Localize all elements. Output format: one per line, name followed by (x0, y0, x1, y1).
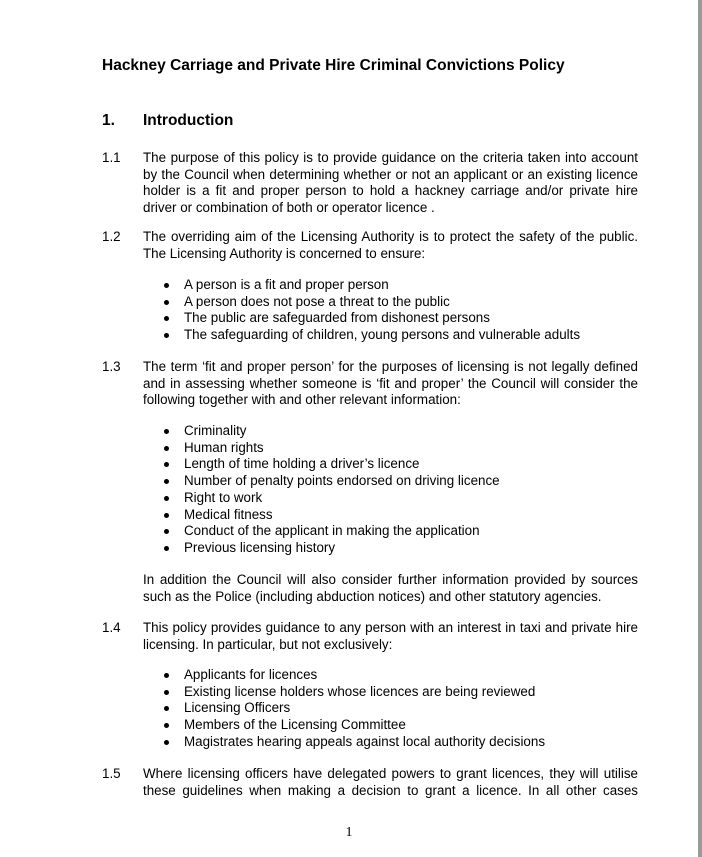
page-edge-divider (698, 0, 702, 857)
bullet-item: Conduct of the applicant in making the application (143, 523, 638, 540)
paragraph-followup: In addition the Council will also consider further information provided by sources such as the Police (including abduction notices) and other statutory agencies. (143, 572, 638, 604)
section-number: 1. (102, 112, 115, 129)
paragraph-text: The overriding aim of the Licensing Authority is to protect the safety of the public. The Licensing Authority is concerned to ensure: (143, 229, 638, 261)
bullet-list (143, 423, 638, 557)
bullet-list (143, 667, 638, 751)
bullet-item: Medical fitness (143, 507, 638, 524)
bullet-item: Criminality (143, 423, 638, 440)
paragraph-number: 1.1 (102, 150, 121, 165)
paragraph-number: 1.3 (102, 359, 121, 374)
bullet-item: The safeguarding of children, young persons and vulnerable adults (143, 327, 638, 344)
bullet-list (143, 277, 638, 344)
bullet-item: A person is a fit and proper person (143, 277, 638, 294)
bullet-item: Previous licensing history (143, 540, 638, 557)
paragraph-text: This policy provides guidance to any person with an interest in taxi and private hire licensing. In particular, but not exclusively: (143, 620, 638, 652)
bullet-item: Licensing Officers (143, 700, 638, 717)
section-title: Introduction (143, 112, 234, 129)
paragraph-number: 1.5 (102, 766, 121, 781)
bullet-item: Number of penalty points endorsed on driving licence (143, 473, 638, 490)
bullet-item: Existing license holders whose licences are being reviewed (143, 684, 638, 701)
paragraph-number: 1.2 (102, 229, 121, 244)
bullet-item: Members of the Licensing Committee (143, 717, 638, 734)
bullet-item: Magistrates hearing appeals against local authority decisions (143, 734, 638, 751)
paragraph-text: The term ‘fit and proper person’ for the purposes of licensing is not legally defined and in assessing whether someone is ‘fit and proper’ the Council will consider the following together with and other relevant information: (143, 359, 638, 408)
page-number: 1 (345, 825, 353, 840)
paragraph-text: Where licensing officers have delegated powers to grant licences, they will utilise these guidelines when making a decision to grant a licence. In all other cases (143, 766, 638, 798)
bullet-item: Human rights (143, 440, 638, 457)
bullet-item: The public are safeguarded from dishonest persons (143, 310, 638, 327)
bullet-item: Right to work (143, 490, 638, 507)
paragraph-number: 1.4 (102, 620, 121, 635)
bullet-item: Applicants for licences (143, 667, 638, 684)
bullet-item: Length of time holding a driver’s licence (143, 456, 638, 473)
document-title: Hackney Carriage and Private Hire Criminal Convictions Policy (102, 57, 565, 74)
paragraph-text: The purpose of this policy is to provide guidance on the criteria taken into account by the Council when determining whether or not an applicant or an existing licence holder is a fit and proper person to hold a hackney carriage and/or private hire driver or combination of both or operator licence . (143, 150, 638, 215)
bullet-item: A person does not pose a threat to the public (143, 294, 638, 311)
